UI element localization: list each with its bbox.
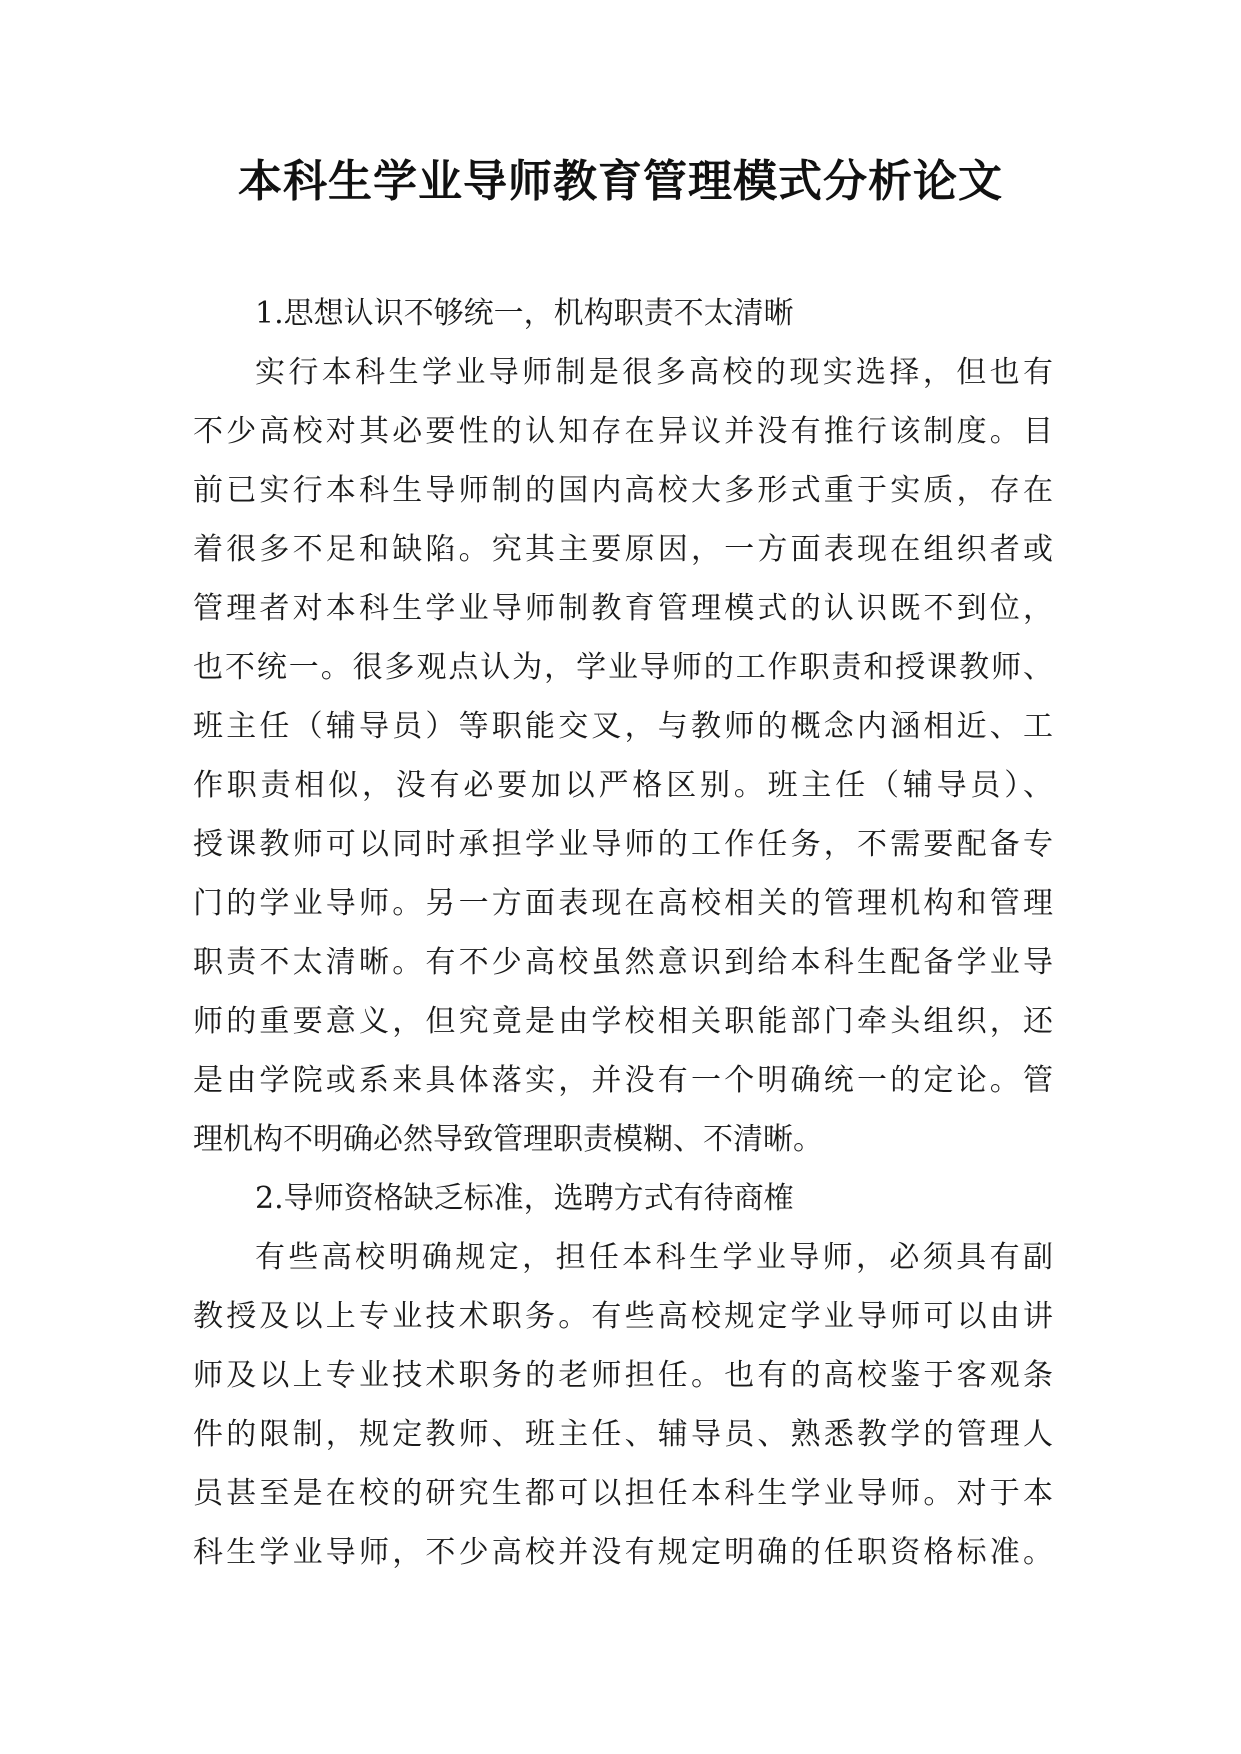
paragraph-line: 授课教师可以同时承担学业导师的工作任务，不需要配备专 bbox=[193, 827, 1053, 862]
paragraph-line: 作职责相似，没有必要加以严格区别。班主任（辅导员）、 bbox=[193, 768, 1053, 803]
section-heading-1: 1.思想认识不够统一，机构职责不太清晰 bbox=[255, 296, 794, 331]
paragraph-line: 件的限制，规定教师、班主任、辅导员、熟悉教学的管理人 bbox=[193, 1417, 1053, 1452]
document-body bbox=[193, 284, 1053, 1582]
paragraph-line: 门的学业导师。另一方面表现在高校相关的管理机构和管理 bbox=[193, 886, 1053, 921]
paragraph-line: 也不统一。很多观点认为，学业导师的工作职责和授课教师、 bbox=[193, 650, 1053, 685]
paragraph-line: 着很多不足和缺陷。究其主要原因，一方面表现在组织者或 bbox=[193, 532, 1053, 567]
section-heading-2: 2.导师资格缺乏标准，选聘方式有待商榷 bbox=[255, 1181, 794, 1216]
paragraph-line: 师的重要意义，但究竟是由学校相关职能部门牵头组织，还 bbox=[193, 1004, 1053, 1039]
paragraph-line: 理机构不明确必然导致管理职责模糊、不清晰。 bbox=[193, 1122, 823, 1157]
paragraph-line: 不少高校对其必要性的认知存在异议并没有推行该制度。目 bbox=[193, 414, 1053, 449]
paragraph-line: 员甚至是在校的研究生都可以担任本科生学业导师。对于本 bbox=[193, 1476, 1053, 1511]
paragraph-line: 前已实行本科生导师制的国内高校大多形式重于实质，存在 bbox=[193, 473, 1053, 508]
paragraph-line: 科生学业导师，不少高校并没有规定明确的任职资格标准。 bbox=[193, 1535, 1053, 1570]
document-title: 本科生学业导师教育管理模式分析论文 bbox=[238, 156, 1003, 207]
paragraph-line: 班主任（辅导员）等职能交叉，与教师的概念内涵相近、工 bbox=[193, 709, 1053, 744]
paragraph-line: 是由学院或系来具体落实，并没有一个明确统一的定论。管 bbox=[193, 1063, 1053, 1098]
paragraph-line: 教授及以上专业技术职务。有些高校规定学业导师可以由讲 bbox=[193, 1299, 1053, 1334]
paragraph-line: 实行本科生学业导师制是很多高校的现实选择，但也有 bbox=[255, 355, 1053, 390]
paragraph-line: 管理者对本科生学业导师制教育管理模式的认识既不到位， bbox=[193, 591, 1053, 626]
paragraph-line: 职责不太清晰。有不少高校虽然意识到给本科生配备学业导 bbox=[193, 945, 1053, 980]
paragraph-line: 师及以上专业技术职务的老师担任。也有的高校鉴于客观条 bbox=[193, 1358, 1053, 1393]
paragraph-line: 有些高校明确规定，担任本科生学业导师，必须具有副 bbox=[255, 1240, 1053, 1275]
